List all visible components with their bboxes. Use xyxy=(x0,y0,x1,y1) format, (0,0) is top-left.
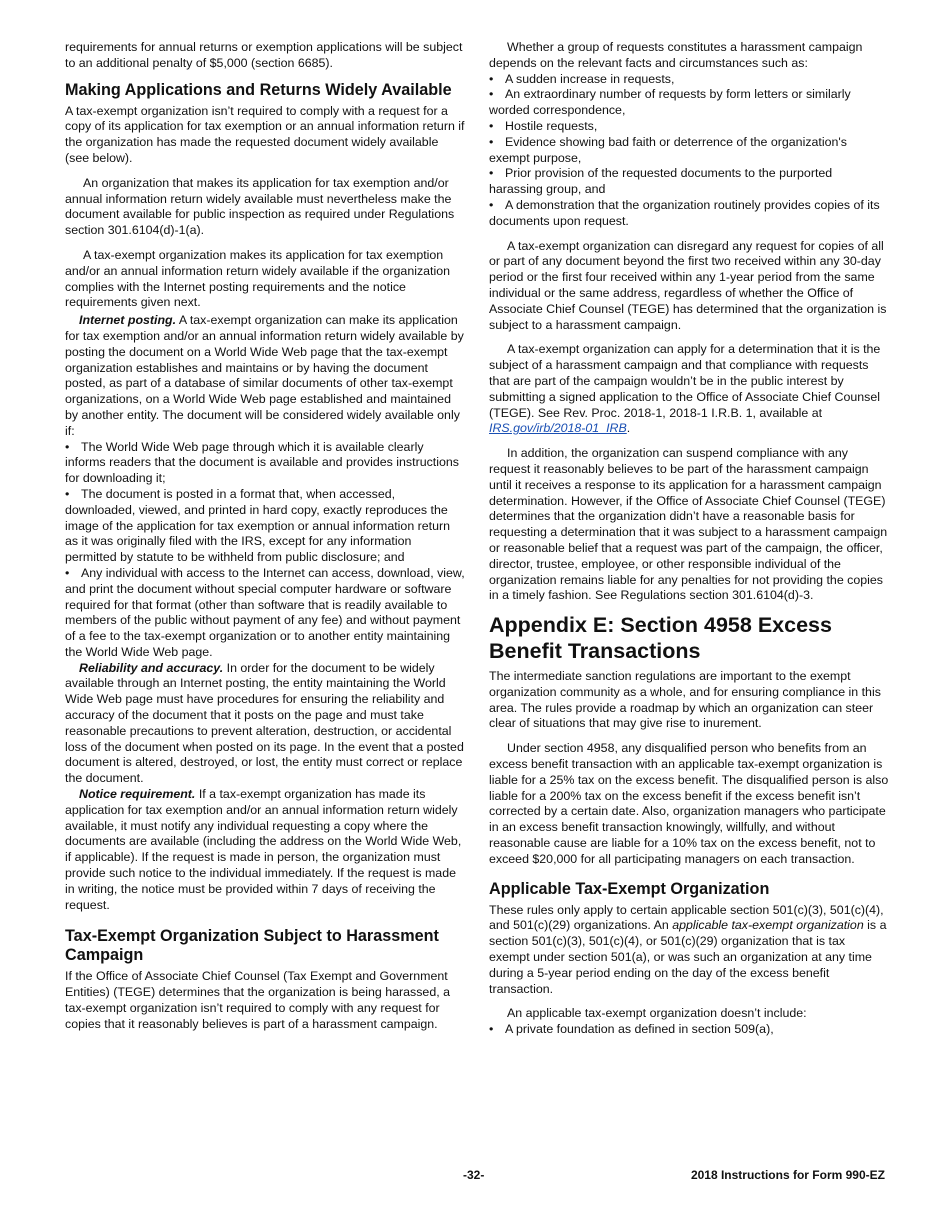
bullet-icon: • xyxy=(489,87,494,102)
run-in-body: A tax-exempt organization can make its application for tax exemption and/or an annual information return widely available by posting the document on a World Wide Web page that the tax-exempt organization establishes and maintains or by having the document posted, as part of a database of similar documents of other tax-exempt organizations, on a World Wide Web page established and maintained by another entity. The document will be considered widely available only if: xyxy=(65,313,464,438)
form-title: 2018 Instructions for Form 990-EZ xyxy=(690,1168,885,1182)
bullet-icon: • xyxy=(65,439,70,454)
run-in-body: If a tax-exempt organization has made its application for tax exemption and/or an annual information return widely available, it must notify any individual requesting a copy where the documents are available (including the address on the World Wide Web, if applicable). If the request is made in person, the organization must provide such notice to the individual immediately. If the request is made in writing, the notice must be provided within 7 days of receiving the request. xyxy=(65,787,462,912)
list-item: • The document is posted in a format that, when accessed, downloaded, viewed, and printed in hard copy, exactly reproduces the image of the application for tax exemption or annual information return as it was originally filed with the IRS, except for any information permitted by statute to be withheld from public disclosure; and xyxy=(65,486,451,565)
exclusions-list xyxy=(489,1022,889,1038)
paragraph: Whether a group of requests constitutes a harassment campaign depends on the relevant facts and circumstances such as: xyxy=(489,40,863,70)
run-in-heading: Reliability and accuracy. xyxy=(79,660,224,675)
run-in-body: In order for the document to be widely available through an Internet posting, the entity maintaining the World Wide Web page must have procedures for ensuring the reliability and accuracy of the document that it posts on the page and must take reasonable precautions to prevent alteration, destruction, or accidental loss of the document when posted on its page. In the event that a posted document is altered, destroyed, or lost, the entity must correct or replace the document. xyxy=(65,660,464,786)
list-item: • Evidence showing bad faith or deterrence of the organization's exempt purpose, xyxy=(489,134,847,165)
irb-link[interactable]: IRS.gov/irb/2018-01_IRB xyxy=(489,421,627,436)
list-item: • A private foundation as defined in section 509(a), xyxy=(489,1022,774,1037)
bullet-icon: • xyxy=(489,197,494,212)
bullet-icon: • xyxy=(489,166,494,181)
internet-posting-list xyxy=(65,440,465,661)
list-item: • A demonstration that the organization routinely provides copies of its documents upon request. xyxy=(489,197,880,228)
list-item: • An extraordinary number of requests by form letters or similarly worded correspondence, xyxy=(489,87,851,118)
page-number: -32- xyxy=(463,1168,485,1182)
notice-paragraph xyxy=(65,787,465,913)
paragraph: A tax-exempt organization makes its application for tax exemption and/or an annual information return widely available if the organization complies with the Internet posting requirements and the notice requirements given next. xyxy=(65,247,451,310)
heading-appendix-e: Appendix E: Section 4958 Excess Benefit Transactions xyxy=(489,613,832,663)
list-item: • Hostile requests, xyxy=(489,118,598,133)
bullet-icon: • xyxy=(65,565,70,580)
reliability-paragraph xyxy=(65,661,465,787)
paragraph: An organization that makes its application for tax exemption and/or annual information return widely available must nevertheless make the document available for public inspection as required under Regulations section 301.6104(d)-1(a). xyxy=(65,175,455,238)
right-column xyxy=(489,40,889,1038)
heading-applicable-org: Applicable Tax-Exempt Organization xyxy=(489,879,770,898)
harassment-criteria-list xyxy=(489,72,889,230)
paragraph: requirements for annual returns or exemption applications will be subject to an additional penalty of $5,000 (section 6685). xyxy=(65,40,463,70)
run-in-heading: Internet posting. xyxy=(79,313,177,328)
heading-harassment: Tax-Exempt Organization Subject to Harassment Campaign xyxy=(65,927,439,965)
bullet-icon: • xyxy=(489,1022,494,1037)
paragraph: A tax-exempt organization isn’t required to comply with a request for a copy of its application for tax exemption or an annual information return if the organization has made the requested document widely available (see below). xyxy=(65,103,465,165)
paragraph-applicable: These rules only apply to certain applicable section 501(c)(3), 501(c)(4), and 501(c)(29) organizations. An applicable tax-exempt organization is a section 501(c)(3), 501(c)(4), or 501(c)(29) organization that is tax exempt under section 501(a), or was such an organization at any time during a 5-year period ending on the day of the excess benefit transaction. xyxy=(489,902,887,996)
paragraph-apply: A tax-exempt organization can apply for a determination that it is the subject of a harassment campaign and that compliance with requests that are part of the campaign wouldn’t be in the public interest by submitting a signed application to the Office of Associate Chief Counsel (TEGE). See Rev. Proc. 2018-1, 2018-1 I.R.B. 1, available at IRS.gov/irb/2018-01_IRB. xyxy=(489,342,881,436)
internet-posting-paragraph xyxy=(65,313,465,439)
list-item: • The World Wide Web page through which it is available clearly informs readers that the document is available and provides instructions for downloading it; xyxy=(65,439,459,486)
defined-term: applicable tax-exempt organization xyxy=(672,918,864,933)
paragraph: A tax-exempt organization can disregard any request for copies of all or part of any document beyond the first two received within any 30-day period or the first four received within any 1-year period from the same individual or the same address, regardless of whether the Office of Associate Chief Counsel (TEGE) has determined that the organization is subject to a harassment campaign. xyxy=(489,238,887,332)
run-in-heading: Notice requirement. xyxy=(79,787,196,802)
bullet-icon: • xyxy=(489,71,494,86)
paragraph: If the Office of Associate Chief Counsel (Tax Exempt and Government Entities) (TEGE) determines that the organization is being harassed, a tax-exempt organization isn’t required to comply with any request for copies that it reasonably believes is part of a harassment campaign. xyxy=(65,969,450,1031)
paragraph: An applicable tax-exempt organization doesn’t include: xyxy=(507,1006,807,1021)
left-column xyxy=(65,40,465,1042)
list-item: • A sudden increase in requests, xyxy=(489,71,675,86)
bullet-icon: • xyxy=(489,134,494,149)
paragraph: The intermediate sanction regulations are important to the exempt organization community as a whole, and for ensuring compliance in this area. The rules provide a roadmap by which an organization can steer clear of situations that may give rise to inurement. xyxy=(489,669,881,731)
paragraph: Under section 4958, any disqualified person who benefits from an excess benefit transaction with an applicable tax-exempt organization is liable for a 25% tax on the excess benefit. The disqualified person is also liable for a 200% tax on the excess benefit if the excess benefit isn’t corrected by a certain date. Also, organization managers who participate in an excess benefit transaction knowingly, willfully, and without reasonable cause are liable for a 10% tax on the excess benefit, not to exceed $20,000 for all participating managers on each transaction. xyxy=(489,741,889,866)
list-item: • Any individual with access to the Internet can access, download, view, and print the document without special computer hardware or software required for that format (other than software that is readily available to members of the public without payment of any fee) and without payment of a fee to the tax-exempt organization or to another entity maintaining the World Wide Web page. xyxy=(65,565,465,659)
list-item: • Prior provision of the requested documents to the purported harassing group, and xyxy=(489,166,833,197)
heading-widely-available: Making Applications and Returns Widely Available xyxy=(65,80,452,99)
bullet-icon: • xyxy=(65,486,70,501)
bullet-icon: • xyxy=(489,118,494,133)
paragraph: In addition, the organization can suspend compliance with any request it reasonably believes to be part of the harassment campaign until it receives a response to its application for a harassment campaign determination. However, if the Office of Associate Chief Counsel (TEGE) determines that the organization didn’t have a reasonable basis for requesting a determination that it was subject to a harassment campaign or reasonable belief that a request was part of the campaign, the officer, director, trustee, employee, or other responsible individual of the organization remains liable for any penalties for not providing the copies in a timely fashion. See Regulations section 301.6104(d)-3. xyxy=(489,446,888,603)
